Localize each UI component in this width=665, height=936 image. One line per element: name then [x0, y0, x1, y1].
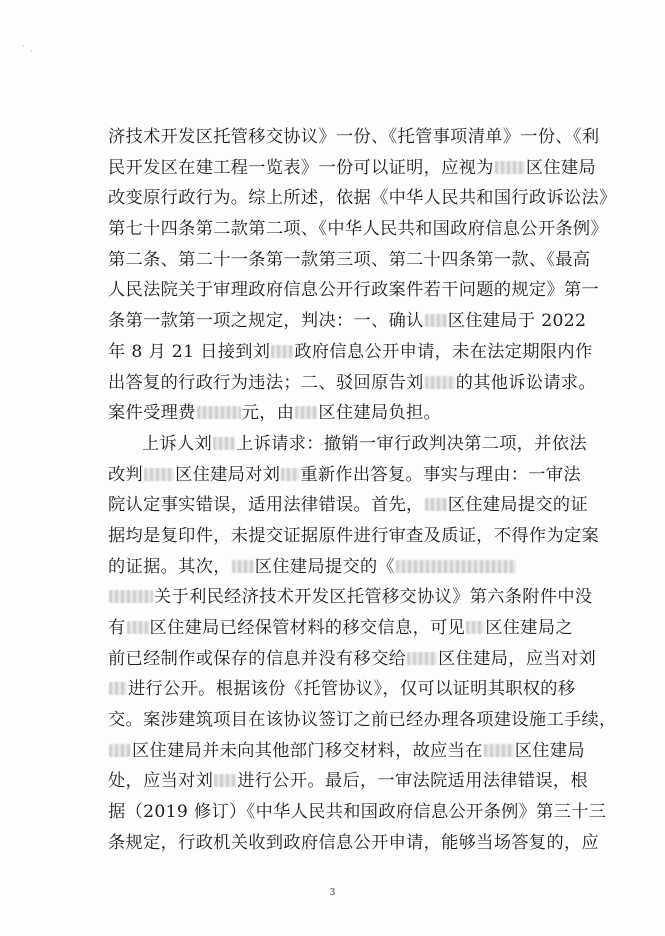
text-line: 改变原行政行为。综上所述，依据《中华人民共和国行政诉讼法》: [108, 188, 617, 209]
text-line: 据（2019 修订）《中华人民共和国政府信息公开条例》第三十三: [108, 802, 607, 823]
redaction-mark: [466, 621, 484, 634]
redaction-mark: [407, 652, 437, 665]
scan-speck: ·: [30, 47, 33, 57]
redaction-mark: [271, 345, 293, 358]
text-line: 关于利民经济技术开发区托管移交协议》第六条附件中没: [108, 582, 612, 613]
text-line: 出答复的行政行为违法；二、驳回原告刘 的其他诉讼请求。: [108, 372, 596, 393]
body-text: [108, 122, 617, 859]
redaction-mark: [109, 590, 153, 603]
text-line: 民开发区在建工程一览表》一份可以证明，应视为 区住建局: [108, 157, 596, 178]
redaction-mark: [144, 468, 174, 481]
redaction-mark: [295, 406, 317, 419]
redaction-mark: [425, 498, 447, 511]
redaction-mark: [396, 560, 516, 573]
text-line: 条第一款第一项之规定，判决：一、确认 区住建局于 2022: [108, 311, 587, 332]
text-line: 的证据。其次， 区住建局提交的《: [108, 552, 612, 583]
redaction-mark: [484, 744, 514, 757]
redaction-mark: [425, 314, 447, 327]
redaction-mark: [197, 406, 241, 419]
redaction-mark: [127, 621, 149, 634]
redaction-mark: [109, 744, 131, 757]
text-line: 区住建局并未向其他部门移交材料，故应当在 区住建局: [108, 736, 612, 767]
redaction-mark: [214, 774, 236, 787]
redaction-mark: [109, 682, 127, 695]
text-line: 第七十四条第二款第二项、《中华人民共和国政府信息公开条例》: [108, 219, 608, 240]
text-line: 前已经制作或保存的信息并没有移交给 区住建局，应当对刘: [108, 648, 596, 669]
text-line: 进行公开。根据该份《托管协议》，仅可以证明其职权的移: [108, 674, 612, 705]
text-line: 上诉人刘 上诉请求：撤销一审行政判决第二项，并依法: [142, 433, 587, 454]
text-line: 案件受理费 元，由 区住建局负担。: [108, 403, 442, 424]
redaction-mark: [281, 468, 299, 481]
page-number: 3: [329, 888, 336, 898]
text-line: 交。案涉建筑项目在该协议签订之前已经办理各项建设施工手续，: [108, 710, 617, 731]
redaction-mark: [213, 437, 235, 450]
redaction-mark: [232, 560, 254, 573]
redaction-mark: [425, 376, 455, 389]
redaction-mark: [495, 161, 525, 174]
text-line: 处，应当对刘 进行公开。最后，一审法院适用法律错误，根: [108, 771, 588, 792]
text-line: 济技术开发区托管移交协议》一份、《托管事项清单》一份、《利: [108, 127, 600, 147]
text-line: 人民法院关于审理政府信息公开行政案件若干问题的规定》第一: [108, 280, 600, 301]
text-line: 第二条、第二十一条第一款第三项、第二十四条第一款、《最高: [108, 249, 591, 270]
text-line: 有 区住建局已经保管材料的移交信息，可见 区住建局之: [108, 618, 573, 638]
text-line: 年 8 月 21 日接到刘 政府信息公开申请，未在法定期限内作: [108, 341, 593, 362]
text-line: 改判 区住建局对刘 重新作出答复。事实与理由：一审法: [108, 464, 581, 485]
scan-speck: ·: [22, 42, 25, 52]
text-line: 据均是复印件，未提交证据原件进行审查及质证，不得作为定案: [108, 525, 600, 546]
text-line: 条规定，行政机关收到政府信息公开申请，能够当场答复的，应: [108, 832, 600, 853]
text-line: 院认定事实错误，适用法律错误。首先， 区住建局提交的证: [108, 495, 588, 516]
